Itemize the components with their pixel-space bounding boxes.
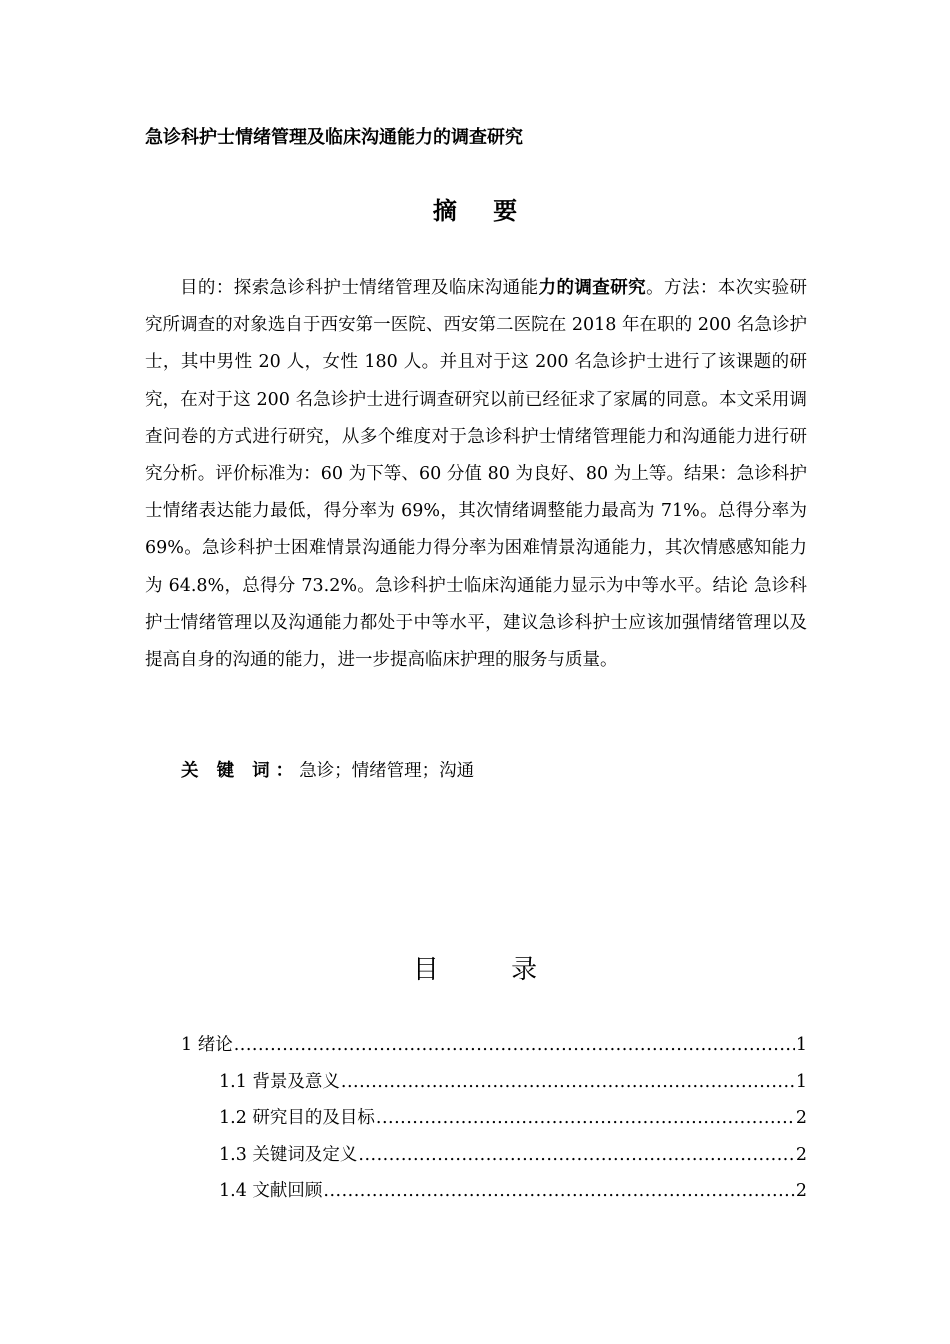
toc-entry-label: 1.3 关键词及定义 xyxy=(219,1144,358,1165)
toc-entry-page: 2 xyxy=(795,1108,807,1128)
abstract-text-bold: 力的调查研究 xyxy=(538,278,647,298)
toc-entry-1-2[interactable] xyxy=(181,1103,807,1140)
abstract-text-start: 目的：探索急诊科护士情绪管理及临床沟通能 xyxy=(180,278,539,298)
toc-entry-1-3[interactable] xyxy=(181,1140,807,1177)
toc-entry-1-4[interactable] xyxy=(181,1176,807,1213)
document-title: 急诊科护士情绪管理及临床沟通能力的调查研究 xyxy=(145,127,523,148)
toc-dot-leader xyxy=(234,1030,795,1060)
keywords-label: 关 键 词： xyxy=(181,761,300,781)
toc-entry-1-1[interactable] xyxy=(181,1067,807,1104)
toc-entry-page: 1 xyxy=(795,1035,807,1055)
keywords-value: 急诊；情绪管理；沟通 xyxy=(299,761,475,781)
toc-entry-label: 1.1 背景及意义 xyxy=(219,1071,340,1092)
toc-dot-leader xyxy=(323,1176,794,1206)
toc-entry-label: 1.4 文献回顾 xyxy=(219,1181,323,1201)
toc-heading: 目 录 xyxy=(412,955,570,985)
toc-entry-label: 1 绪论 xyxy=(181,1035,233,1055)
toc-entry-1[interactable] xyxy=(181,1030,807,1067)
abstract-body xyxy=(145,270,807,679)
toc-entry-page: 2 xyxy=(795,1181,807,1201)
keywords-line xyxy=(181,756,474,786)
toc-dot-leader xyxy=(358,1140,794,1170)
abstract-text-rest: 。方法：本次实验研究所调查的对象选自于西安第一医院、西安第二医院在 2018 年在职的 200 名急诊护士，其中男性 20 人，女性 180 人。并且对于这 200 名急诊护士进行了该课题的研究，在对于这 200 名急诊护士进行调查研究以前已经征求了家属的同意。本文采用调查问卷的方式进行研究，从多个维度对于急诊科护士情绪管理能力和沟通能力进行研究分析。评价标准为：60 为下等、60 分值 80 为良好、80 为上等。结果：急诊科护士情绪表达能力最低，得分率为 69%，其次情绪调整能力最高为 71%。总得分率为 69%。急诊科护士困难情景沟通能力得分率为困难情景沟通能力，其次情感感知能力为 64.8%，总得分 73.2%。急诊科护士临床沟通能力显示为中等水平。结论 急诊科护士情绪管理以及沟通能力都处于中等水平，建议急诊科护士应该加强情绪管理以及提高自身的沟通的能力，进一步提高临床护理的服务与质量。 xyxy=(145,278,808,671)
toc-entry-label: 1.2 研究目的及目标 xyxy=(219,1108,375,1128)
table-of-contents xyxy=(181,1030,807,1213)
toc-entry-page: 2 xyxy=(795,1144,807,1165)
toc-entry-page: 1 xyxy=(795,1071,807,1092)
abstract-heading: 摘 要 xyxy=(432,197,532,225)
toc-dot-leader xyxy=(341,1067,795,1097)
toc-dot-leader xyxy=(376,1103,795,1133)
